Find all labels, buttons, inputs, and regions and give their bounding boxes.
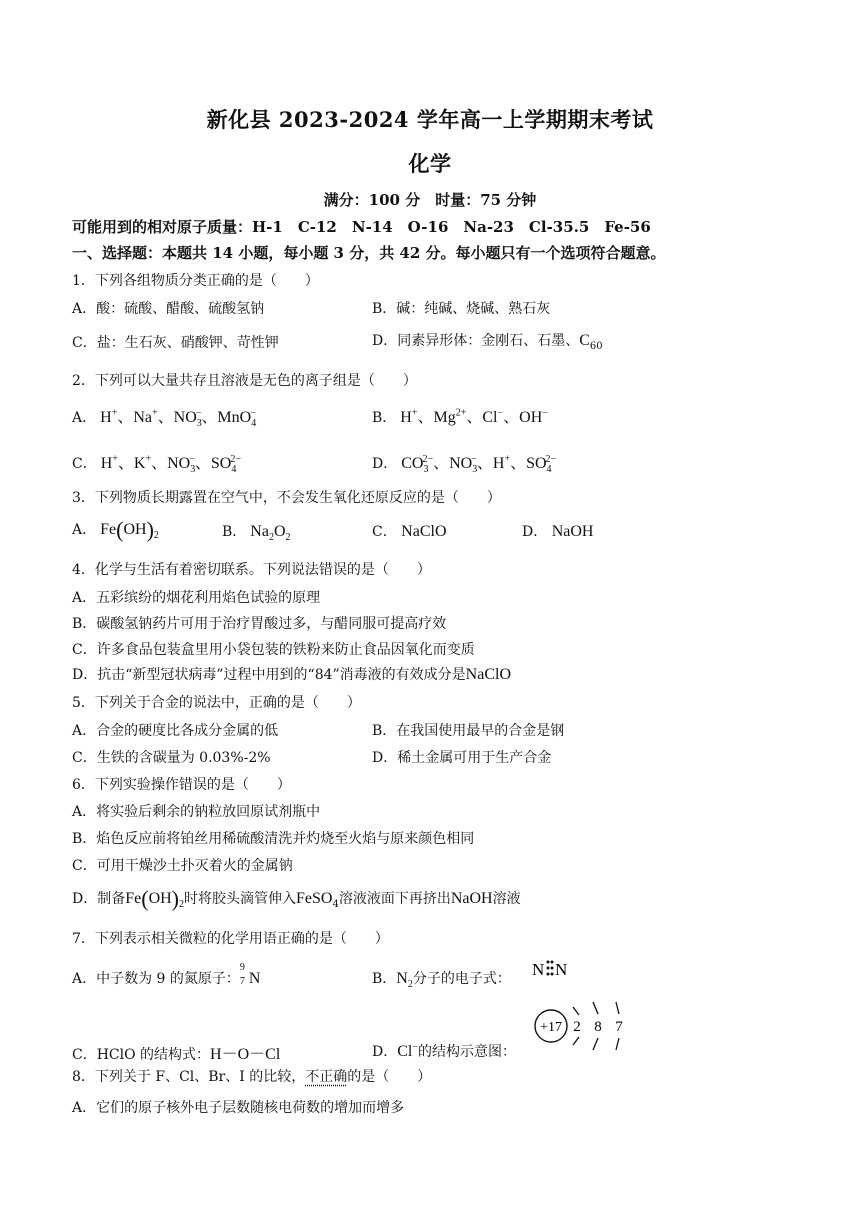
q1-option-b: B．碱：纯碱、烧碱、熟石灰 [372, 301, 551, 317]
q2-option-d: D． $CO_3^{2-}$、$NO_3^-$、H+、$SO_4^{2-}$ [372, 453, 557, 476]
q2-option-a: A． H+、Na+、$NO_3^-$、MnO$_4$− [72, 407, 257, 430]
q1-option-c: C．盐：生石灰、硝酸钾、苛性钾 [72, 335, 279, 351]
q7-d-post: 的结构示意图： [418, 1044, 516, 1060]
q3-c-label: C． [372, 524, 397, 540]
subject-title: 化学 [408, 151, 452, 176]
q4-option-b: B．碳酸氢钠药片可用于治疗胃酸过多，与醋同服可提高疗效 [72, 616, 447, 632]
q6-d-mid2: 溶液液面下再挤出 [338, 891, 451, 907]
q7-stem: 7．下列表示相关微粒的化学用语正确的是（ ） [72, 931, 389, 947]
q4-option-a: A．五彩缤纷的烟花利用焰色试验的原理 [72, 590, 321, 606]
q7-option-c [72, 1041, 280, 1064]
q8-stem [72, 1066, 431, 1086]
q3-d-formula: NaOH [551, 523, 594, 540]
q3-option-d [522, 521, 593, 541]
q7-c-formula: H－O－Cl [210, 1046, 281, 1063]
q7-option-a: A．中子数为 9 的氮原子： 9 7 N [72, 962, 261, 987]
q5-option-a: A．合金的硬度比各成分金属的低 [72, 723, 279, 739]
q5-option-c: C．生铁的含碳量为 0.03%-2% [72, 750, 271, 766]
q1-option-d-sub: 60 [589, 340, 603, 352]
q7-c-text: C．HClO 的结构式： [72, 1047, 211, 1063]
q2-option-c: C． H+、K+、$NO_3^-$、$SO_4^{2-}$ [72, 453, 241, 476]
q4-stem: 4．化学与生活有着密切联系。下列说法错误的是（ ） [72, 562, 431, 578]
q7-option-d: D．Cl−的结构示意图： [372, 1041, 516, 1060]
q5-option-b: B．在我国使用最早的合金是钢 [372, 723, 565, 739]
svg-text:N: N [532, 960, 545, 979]
q5-stem: 5．下列关于合金的说法中，正确的是（ ） [72, 695, 361, 711]
q2-stem: 2．下列可以大量共存且溶液是无色的离子组是（ ） [72, 373, 417, 389]
q4-d-text: D．抗击“新型冠状病毒”过程中用到的“84”消毒液的有效成分是 [72, 667, 466, 683]
q3-stem: 3．下列物质长期露置在空气中，不会发生氧化还原反应的是（ ） [72, 490, 501, 506]
q6-option-b: B．焰色反应前将铂丝用稀硫酸清洗并灼烧至火焰与原来颜色相同 [72, 831, 475, 847]
q6-d-pre: D．制备 [72, 891, 126, 907]
q2-option-b: B． H+、$Mg^{2+}$、Cl−、OH− [372, 407, 548, 426]
q8-option-a: A．它们的原子核外电子层数随核电荷数的增加而增多 [72, 1100, 405, 1116]
q4-option-c: C．许多食品包装盒里用小袋包装的铁粉来防止食品因氧化而变质 [72, 642, 475, 658]
q8-stem-post: 的是（ ） [347, 1069, 432, 1085]
q1-option-d-c: C [579, 332, 590, 349]
section-heading: 一、选择题：本题共 14 小题，每小题 3 分，共 42 分。每小题只有一个选项符合题意。 [72, 244, 666, 262]
q2-c-label: C． [72, 456, 97, 472]
q6-d-feso: FeSO [296, 890, 333, 907]
q3-c-formula: NaClO [401, 523, 447, 540]
shell-2-count: 8 [594, 1019, 602, 1035]
q3-option-a: A． $Fe(OH)_2$ [72, 517, 159, 542]
q1-stem: 1．下列各组物质分类正确的是（ ） [72, 273, 319, 289]
nucleus-charge: +17 [540, 1020, 562, 1035]
q7-a-text: A．中子数为 9 的氮原子： [72, 971, 240, 987]
q7-d-pre: D． [372, 1044, 398, 1060]
exam-meta: 满分：100 分 时量：75 分钟 [323, 191, 537, 209]
q7-option-b: B．$N_2$分子的电子式： [372, 970, 511, 991]
svg-text:N: N [555, 960, 568, 979]
q2-b-label: B． [372, 410, 397, 426]
q2-a-label: A． [72, 410, 97, 426]
q6-option-d: D．制备$Fe(OH)_2$时将胶头滴管伸入FeSO$_4$溶液液面下再挤出NaOH溶液 [72, 886, 521, 911]
q3-option-b: B． $Na_2O_2$ [222, 523, 291, 544]
q2-d-label: D． [372, 456, 398, 472]
q1-option-d [372, 330, 603, 352]
q8-stem-emphasis: 不正确 [305, 1069, 348, 1085]
exam-title: 新化县 2023-2024 学年高一上学期期末考试 [206, 107, 654, 132]
q4-d-formula: NaClO [465, 666, 511, 683]
q1-option-d-text: D．同素异形体：金刚石、石墨、 [372, 333, 580, 349]
q3-d-label: D． [522, 524, 548, 540]
shell-3-count: 7 [615, 1019, 623, 1035]
atomic-masses: 可能用到的相对原子质量：H-1 C-12 N-14 O-16 Na-23 Cl-35.5 Fe-56 [72, 218, 651, 236]
q3-a-label: A． [72, 522, 97, 538]
q6-option-a: A．将实验后剩余的钠粒放回原试剂瓶中 [72, 804, 321, 820]
n2-electron-dot-formula [530, 955, 580, 985]
q6-stem: 6．下列实验操作错误的是（ ） [72, 777, 291, 793]
q3-option-c [372, 521, 447, 541]
q3-b-label: B． [222, 524, 247, 540]
shell-1-count: 2 [573, 1019, 581, 1035]
q5-option-d: D．稀土金属可用于生产合金 [372, 750, 552, 766]
q6-d-post: 溶液 [492, 891, 521, 907]
q6-option-c: C．可用干燥沙土扑灭着火的金属钠 [72, 858, 293, 874]
q6-d-mid: 时将胶头滴管伸入 [184, 891, 296, 907]
q1-option-a: A．酸：硫酸、醋酸、硫酸氢钠 [72, 301, 265, 317]
q4-option-d [72, 664, 511, 684]
cl-ion-structure-diagram [530, 998, 630, 1056]
q6-d-naoh: NaOH [450, 890, 493, 907]
q8-stem-pre: 8．下列关于 F、Cl、Br、I 的比较， [72, 1069, 306, 1085]
q7-b-post: 分子的电子式： [412, 971, 511, 987]
q7-b-pre: B． [372, 971, 397, 987]
